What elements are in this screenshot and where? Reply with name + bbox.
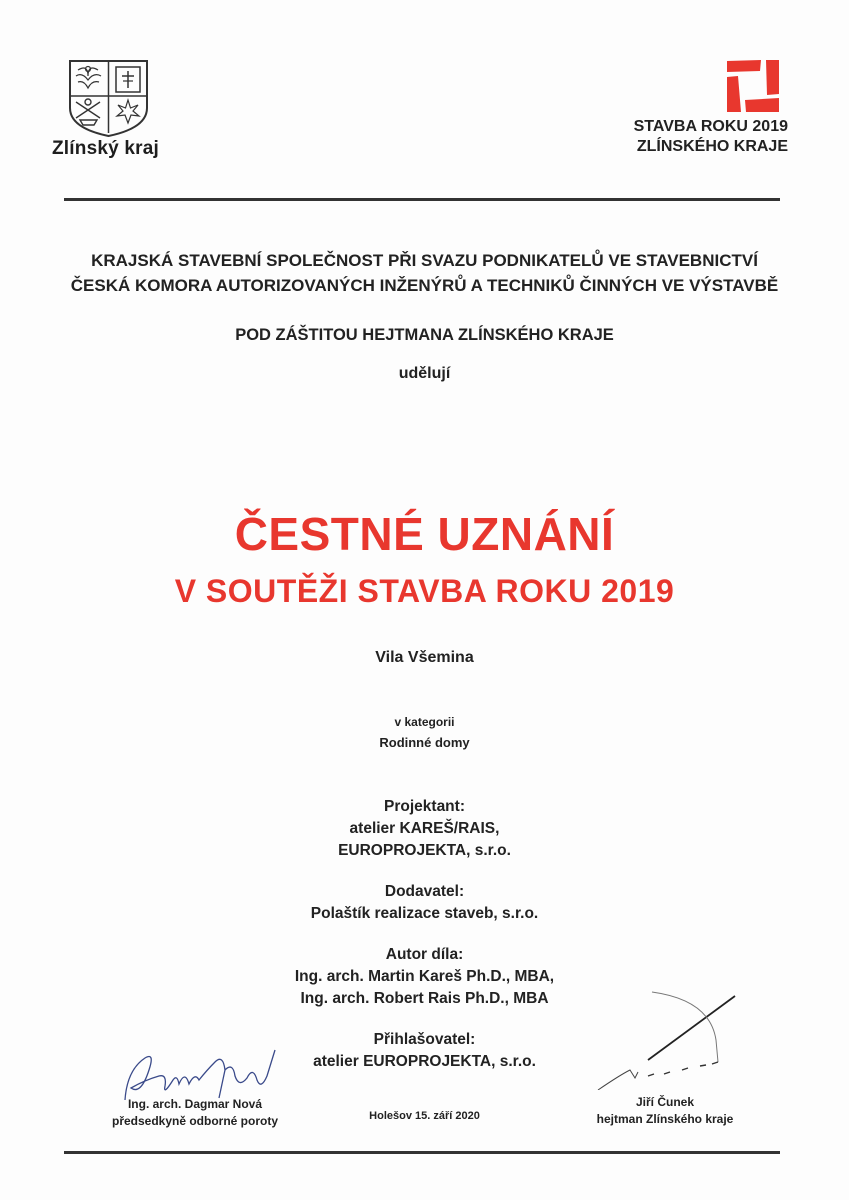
competition-line-2: ZLÍNSKÉHO KRAJE (636, 138, 788, 155)
category-value: Rodinné domy (379, 735, 470, 750)
governor-signatory (570, 1094, 760, 1128)
award-subtitle: V SOUTĚŽI STAVBA ROKU 2019 (174, 573, 675, 609)
zlin-region-crest-logo (66, 58, 151, 138)
supplier-label: Dodavatel: (384, 883, 465, 900)
competition-line-1: STAVBA ROKU 2019 (633, 118, 788, 135)
signature-governor (590, 990, 750, 1090)
author-line-2: Ing. arch. Robert Rais Ph.D., MBA (300, 990, 549, 1007)
award-title: ČESTNÉ UZNÁNÍ (234, 508, 615, 560)
grant-verb: udělují (398, 365, 451, 382)
organizers (0, 248, 849, 298)
organizer-line-2: ČESKÁ KOMORA AUTORIZOVANÝCH INŽENÝRŮ A TECHNIKŮ ČINNÝCH VE VÝSTAVBĚ (70, 276, 779, 295)
applicant-label: Přihlašovatel: (373, 1031, 476, 1048)
competition-name (612, 117, 788, 157)
designer-label: Projektant: (384, 798, 465, 815)
bottom-divider (64, 1151, 780, 1154)
designer-line-2: EUROPROJEKTA, s.r.o. (338, 842, 511, 859)
jury-chair-name: Ing. arch. Dagmar Nová (127, 1097, 263, 1111)
building-name: Vila Všemina (375, 649, 474, 666)
designer-line-1: atelier KAREŠ/RAIS, (349, 820, 500, 837)
supplier-section (0, 881, 849, 925)
governor-role: hejtman Zlínského kraje (596, 1112, 734, 1126)
signature-jury-chair (115, 1040, 295, 1104)
patronage: POD ZÁŠTITOU HEJTMANA ZLÍNSKÉHO KRAJE (235, 326, 614, 344)
jury-chair-role: předsedkyně odborné poroty (111, 1114, 279, 1128)
place-and-date: Holešov 15. září 2020 (369, 1110, 480, 1122)
top-divider (64, 198, 780, 201)
governor-name: Jiří Čunek (635, 1095, 695, 1109)
stavba-roku-logo (725, 58, 781, 114)
designer-section (0, 796, 849, 862)
supplier-line-1: Polaštík realizace staveb, s.r.o. (310, 905, 539, 922)
organizer-line-1: KRAJSKÁ STAVEBNÍ SPOLEČNOST PŘI SVAZU PODNIKATELŮ VE STAVEBNICTVÍ (91, 251, 758, 270)
region-name: Zlínský kraj (52, 138, 159, 159)
author-label: Autor díla: (385, 946, 464, 963)
applicant-line-1: atelier EUROPROJEKTA, s.r.o. (313, 1053, 536, 1070)
author-line-1: Ing. arch. Martin Kareš Ph.D., MBA, (294, 968, 555, 985)
category-label: v kategorii (394, 715, 455, 729)
